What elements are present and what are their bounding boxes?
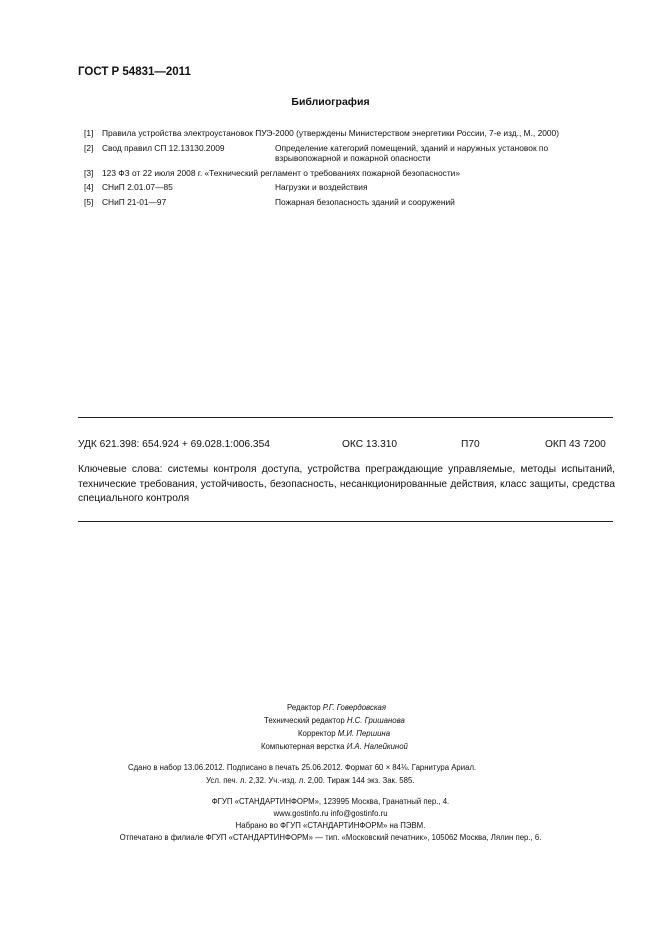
publisher-web: www.gostinfo.ru info@gostinfo.ru bbox=[273, 809, 388, 818]
print-details-1: Сдано в набор 13.06.2012. Подписано в печать 25.06.2012. Формат 60 × 84⅛. Гарнитура Ариал. bbox=[128, 763, 477, 772]
editor-line bbox=[287, 703, 386, 712]
bibliography-entry bbox=[84, 143, 612, 164]
oks-code: ОКС 13.310 bbox=[342, 439, 398, 450]
bibliography-entry bbox=[84, 168, 612, 179]
editor-name: Р.Г. Говердовская bbox=[322, 703, 387, 712]
tech-editor-line bbox=[264, 716, 405, 725]
entry-number: [5] bbox=[84, 196, 94, 207]
entry-text: 123 ФЗ от 22 июля 2008 г. «Технический регламент о требованиях пожарной безопасности» bbox=[102, 167, 461, 178]
tech-editor-label: Технический редактор bbox=[264, 716, 345, 725]
p-code: П70 bbox=[461, 439, 480, 450]
layout-name: И.А. Налейкиной bbox=[346, 742, 408, 751]
bibliography-list bbox=[84, 128, 612, 212]
bibliography-entry bbox=[84, 128, 612, 139]
entry-description: Пожарная безопасность зданий и сооружений bbox=[275, 196, 455, 207]
entry-number: [2] bbox=[84, 142, 94, 153]
print-details-2: Усл. печ. л. 2,32. Уч.-изд. л. 2,00. Тираж 144 экз. Зак. 585. bbox=[206, 776, 415, 785]
layout-line bbox=[261, 742, 408, 751]
bibliography-entry bbox=[84, 197, 612, 208]
layout-label: Компьютерная верстка bbox=[261, 742, 345, 751]
entry-text: Правила устройства электроустановок ПУЭ-2000 (утверждены Министерством энергетики России, 7-е изд., М., 2000) bbox=[102, 128, 559, 138]
keywords-text: системы контроля доступа, устройства преграждающие управляемые, методы испытаний, технические требования, устойчивость, безопасность, несанкционированные действия, класс защиты, средства специального контроля bbox=[78, 464, 615, 504]
entry-description: Определение категорий помещений, зданий и наружных установок по взрывопожарной и пожарной опасности bbox=[275, 142, 549, 164]
entry-source: Свод правил СП 12.13130.2009 bbox=[102, 142, 225, 153]
entry-source: СНиП 2.01.07—85 bbox=[102, 182, 173, 193]
entry-description: Нагрузки и воздействия bbox=[275, 182, 368, 193]
divider-bottom bbox=[78, 521, 613, 522]
corrector-line bbox=[298, 729, 390, 738]
editor-label: Редактор bbox=[287, 703, 321, 712]
udk-code: УДК 621.398: 654.924 + 69.028.1:006.354 bbox=[78, 439, 270, 450]
entry-number: [4] bbox=[84, 182, 94, 193]
keywords bbox=[78, 463, 615, 507]
bibliography-title: Библиография bbox=[291, 96, 370, 108]
publisher-address: ФГУП «СТАНДАРТИНФОРМ», 123995 Москва, Гранатный пер., 4. bbox=[211, 797, 450, 806]
okp-code: ОКП 43 7200 bbox=[545, 439, 606, 450]
entry-number: [1] bbox=[84, 128, 94, 138]
divider-top bbox=[78, 417, 613, 418]
entry-source: СНиП 21-01—97 bbox=[102, 196, 167, 207]
entry-number: [3] bbox=[84, 167, 94, 178]
corrector-name: М.И. Першина bbox=[337, 729, 391, 738]
keywords-label: Ключевые слова: bbox=[78, 464, 163, 475]
tech-editor-name: Н.С. Гришанова bbox=[346, 716, 405, 725]
bibliography-entry bbox=[84, 182, 612, 193]
document-code: ГОСТ Р 54831—2011 bbox=[78, 66, 191, 78]
corrector-label: Корректор bbox=[298, 729, 336, 738]
typeset-note: Набрано во ФГУП «СТАНДАРТИНФОРМ» на ПЭВМ. bbox=[235, 821, 426, 830]
printed-note: Отпечатано в филиале ФГУП «СТАНДАРТИНФОРМ» — тип. «Московский печатник», 105062 Москва, Лялин пер., 6. bbox=[119, 833, 542, 842]
